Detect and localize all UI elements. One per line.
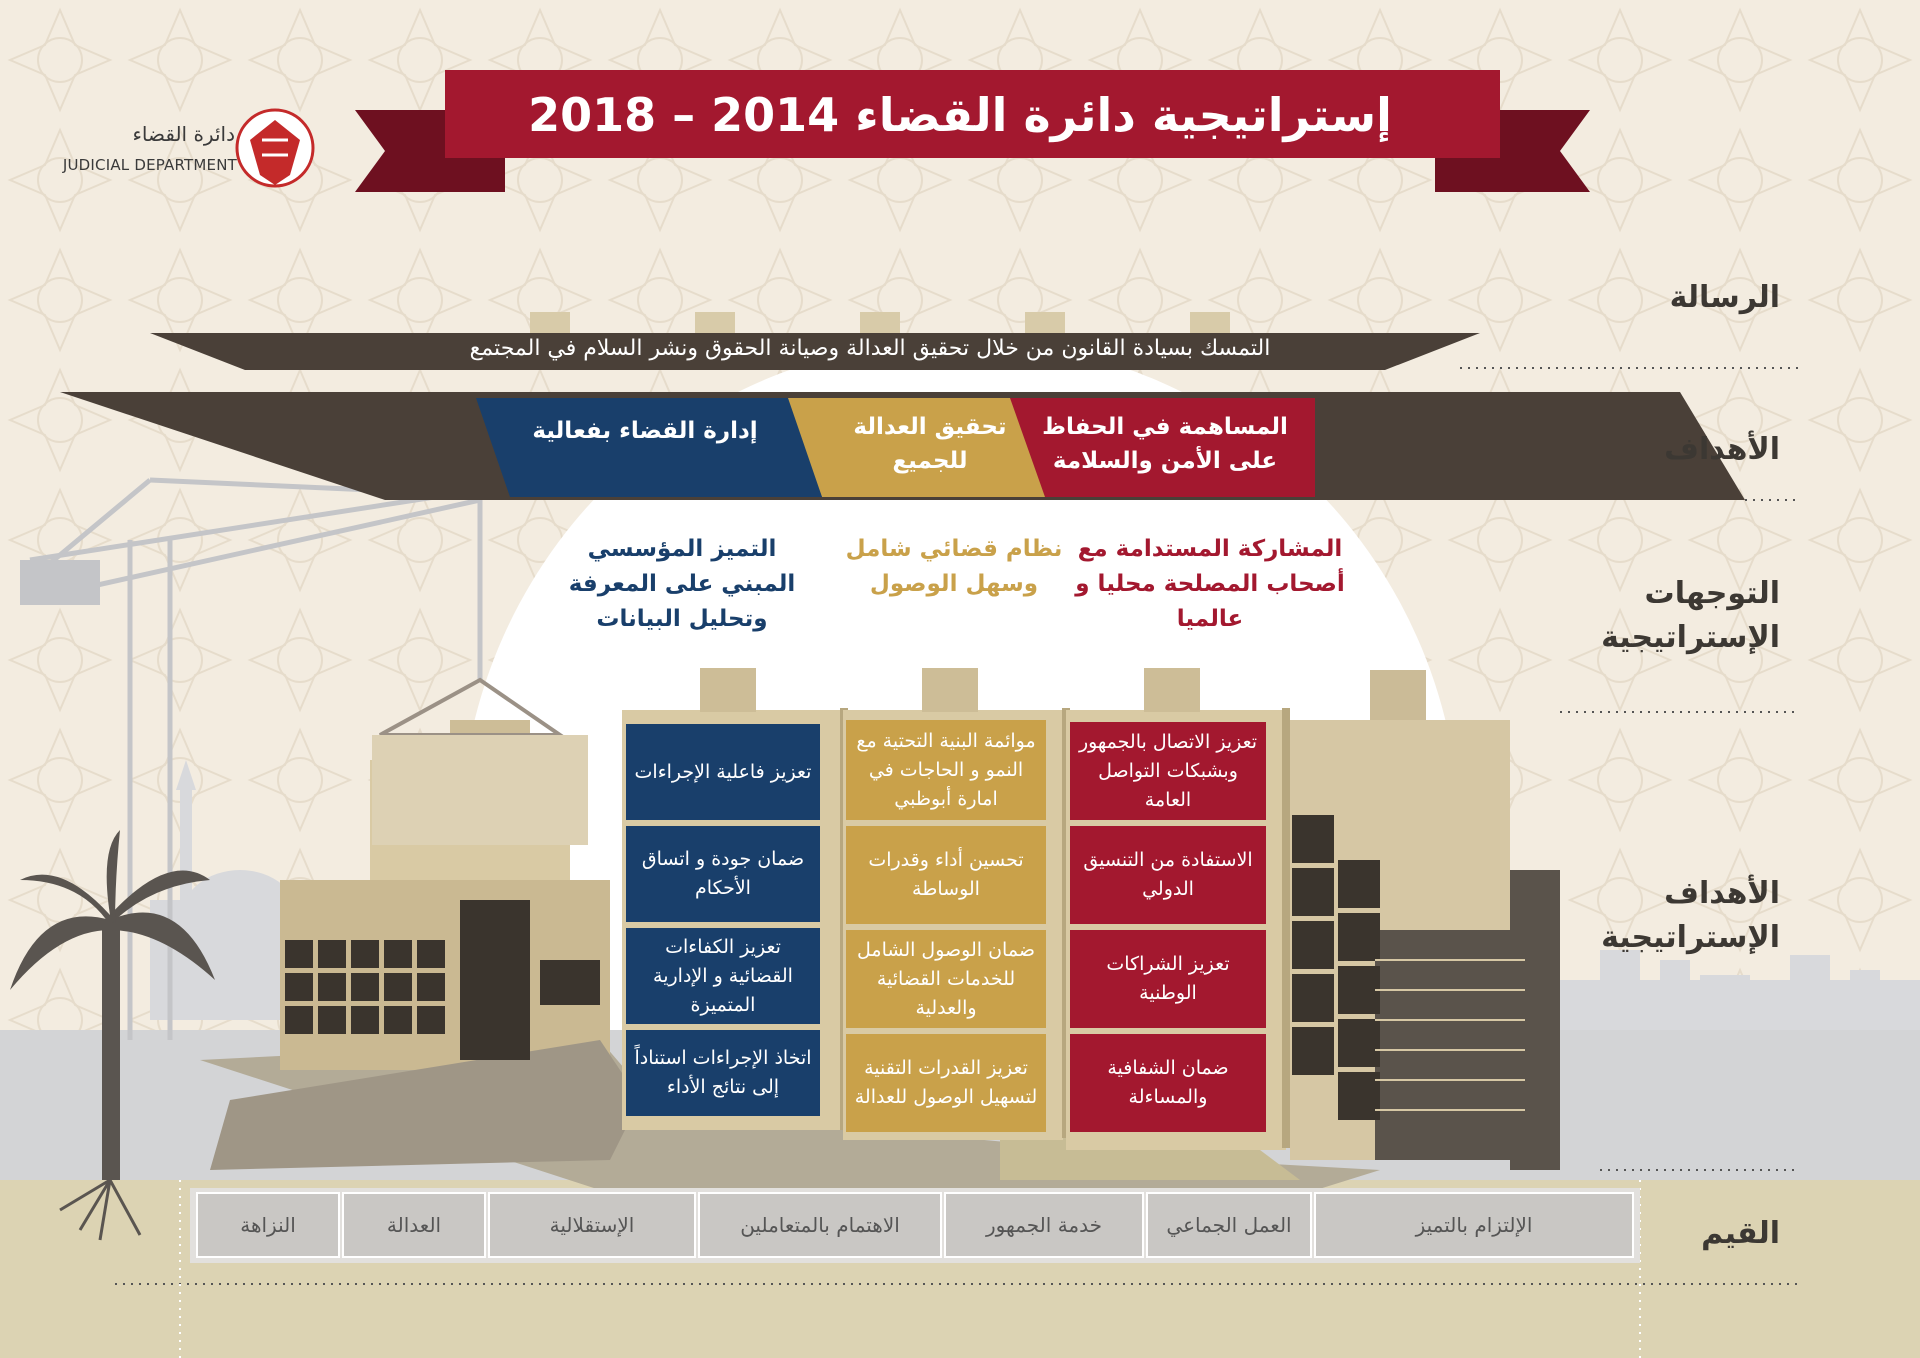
objective-blue-2: ضمان جودة و اتساق الأحكام <box>626 826 820 922</box>
side-label-mission: الرسالة <box>1669 280 1780 315</box>
value-justice: العدالة <box>342 1192 486 1258</box>
objective-red-1: تعزيز الاتصال بالجمهور وبشبكات التواصل العامة <box>1070 722 1266 820</box>
objective-gold-3: ضمان الوصول الشامل للخدمات القضائية والعدلية <box>846 930 1046 1028</box>
value-public-service: خدمة الجمهور <box>944 1192 1144 1258</box>
emblem-icon <box>237 110 313 186</box>
value-customer-care: الاهتمام بالمتعاملين <box>698 1192 942 1258</box>
mission-statement: التمسك بسيادة القانون من خلال تحقيق العدالة وصيانة الحقوق ونشر السلام في المجتمع <box>469 336 1271 361</box>
goal-justice: تحقيق العدالة للجميع <box>853 414 1007 474</box>
value-independence: الإستقلالية <box>488 1192 696 1258</box>
objective-blue-4: اتخاذ الإجراءات استناداً إلى نتائج الأداء <box>626 1030 820 1116</box>
objective-red-4: ضمان الشفافية والمساءلة <box>1070 1034 1266 1132</box>
goal-security: المساهمة في الحفاظ على الأمن والسلامة <box>1042 414 1288 474</box>
goal-judiciary-management: إدارة القضاء بفعالية <box>532 418 758 444</box>
direction-judicial-system: نظام قضائي شامل وسهل الوصول <box>845 536 1063 597</box>
logo-english: JUDICIAL DEPARTMENT <box>62 156 237 174</box>
page-title: إستراتيجية دائرة القضاء 2014 – 2018 <box>528 88 1392 142</box>
side-label-directions: التوجهات الإستراتيجية <box>1601 576 1780 655</box>
direction-institutional-excellence: التميز المؤسسي المبني على المعرفة وتحليل البيانات <box>568 536 796 632</box>
objective-red-2: الاستفادة من التنسيق الدولي <box>1070 826 1266 924</box>
value-teamwork: العمل الجماعي <box>1146 1192 1312 1258</box>
value-integrity: النزاهة <box>196 1192 340 1258</box>
side-label-objectives: الأهداف الإستراتيجية <box>1601 876 1780 955</box>
logo-arabic: دائرة القضاء <box>132 122 235 146</box>
side-label-goals: الأهداف <box>1664 432 1780 467</box>
objective-blue-3: تعزيز الكفاءات القضائية و الإدارية المتميزة <box>626 928 820 1024</box>
side-label-values: القيم <box>1701 1216 1780 1251</box>
objective-red-3: تعزيز الشراكات الوطنية <box>1070 930 1266 1028</box>
objective-gold-2: تحسين أداء وقدرات الوساطة <box>846 826 1046 924</box>
objective-blue-1: تعزيز فاعلية الإجراءات <box>626 724 820 820</box>
value-excellence: الإلتزام بالتميز <box>1314 1192 1634 1258</box>
direction-engagement: المشاركة المستدامة مع أصحاب المصلحة محليا و عالميا <box>1075 536 1345 632</box>
objective-gold-1: موائمة البنية التحتية مع النمو و الحاجات في امارة أبوظبي <box>846 720 1046 820</box>
objective-gold-4: تعزيز القدرات التقنية لتسهيل الوصول للعدالة <box>846 1034 1046 1132</box>
